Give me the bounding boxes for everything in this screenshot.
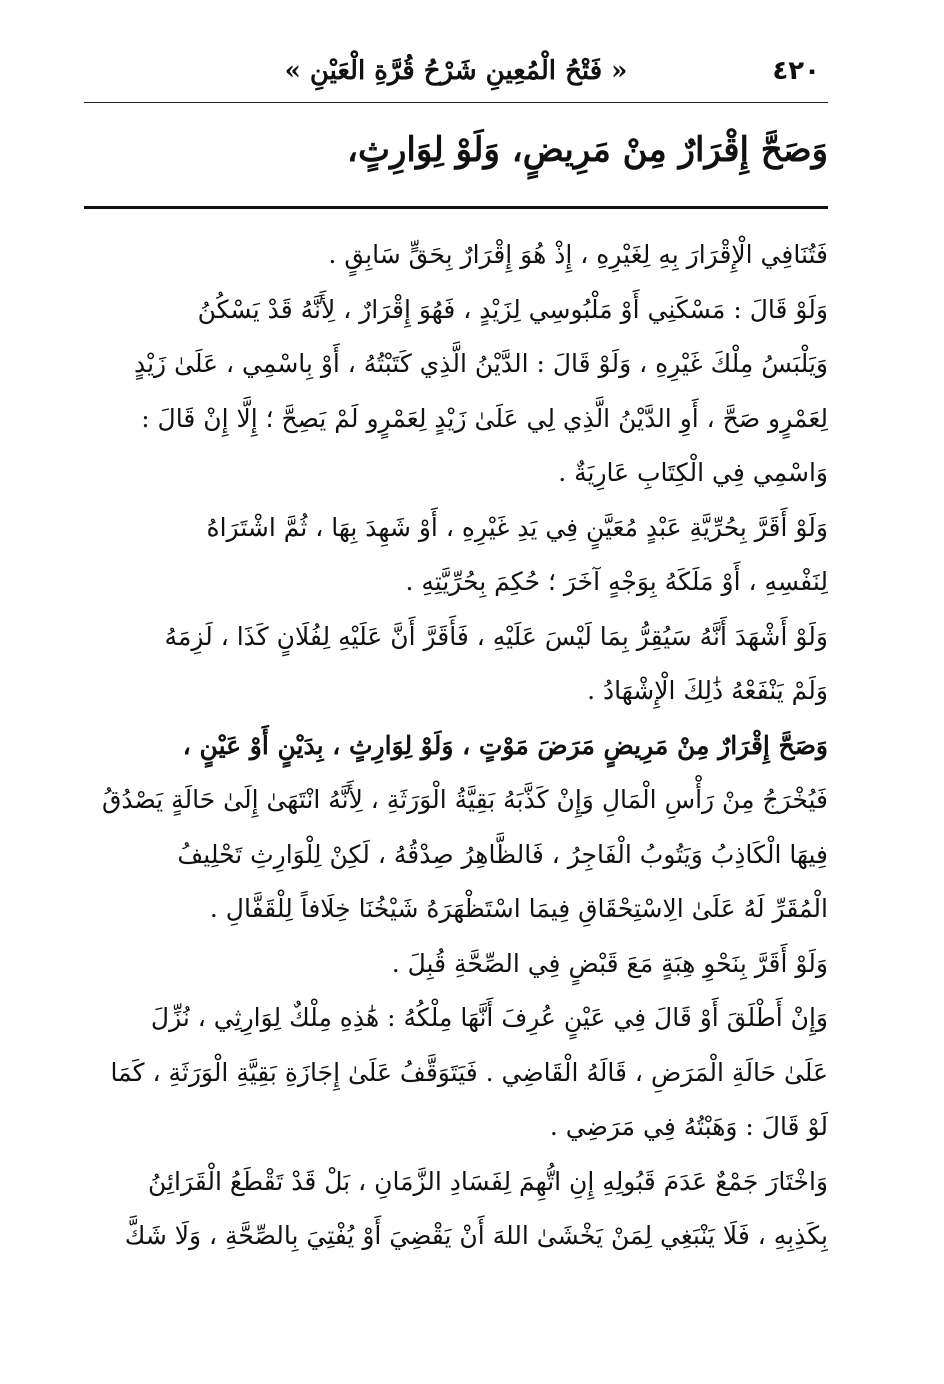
text-line: وَلَوْ قَالَ : مَسْكَنِي أَوْ مَلْبُوسِي لِزَيْدٍ ، فَهُوَ إِقْرَارٌ ، لِأَنَّهُ قَدْ يَسْكُنُ [197,294,828,324]
text-line: فِيهَا الْكَاذِبُ وَيَتُوبُ الْفَاجِرُ ، فَالظَّاهِرُ صِدْقُهُ ، لَكِنْ لِلْوَارِثِ تَحْلِيفُ [177,839,828,869]
matn-text: وَصَحَّ إِقْرَارٌ مِنْ مَرِيضٍ، وَلَوْ لِوَارِثٍ، [346,130,828,170]
running-title: « فَتْحُ الْمُعِينِ شَرْحُ قُرَّةِ الْعَيْنِ » [284,56,628,86]
matn-separator-rule [84,206,828,209]
text-line: فَيُخْرَجُ مِنْ رَأْسِ الْمَالِ وَإِنْ كَذَّبَهُ بَقِيَّةُ الْوَرَثَةِ ، لِأَنَّهُ انْتَهَىٰ إِلَىٰ حَالَةٍ يَصْدُقُ [101,785,828,814]
text-line: فَتُنَافِي الْإِقْرَارَ بِهِ لِغَيْرِهِ ، إِذْ هُوَ إِقْرَارٌ بِحَقٍّ سَابِقٍ . [328,240,828,269]
text-line: وَلَمْ يَنْفَعْهُ ذَٰلِكَ الْإِشْهَادُ . [587,676,828,705]
paragraph [84,1155,828,1264]
text-line: وَاخْتَارَ جَمْعٌ عَدَمَ قَبُولِهِ إِنِ اتُّهِمَ لِفَسَادِ الزَّمَانِ ، بَلْ قَدْ تَقْطَعُ الْقَرَائِنُ [147,1166,828,1196]
text-line: وَيَلْبَسُ مِلْكَ غَيْرِهِ ، وَلَوْ قَالَ : الدَّيْنُ الَّذِي كَتَبْتُهُ ، أَوْ بِاسْمِي ، عَلَىٰ زَيْدٍ [133,349,828,378]
text-line: وَاسْمِي فِي الْكِتَابِ عَارِيَةٌ . [558,458,828,487]
text-line: لَوْ قَالَ : وَهَبْتُهُ فِي مَرَضِي . [549,1112,828,1141]
text-line: وَإِنْ أَطْلَقَ أَوْ قَالَ فِي عَيْنٍ عُرِفَ أَنَّهَا مِلْكُهُ : هَٰذِهِ مِلْكٌ لِوَارِثِي ، نُزِّلَ [150,1003,828,1032]
paragraph [84,719,828,937]
text-line: الْمُقَرِّ لَهُ عَلَىٰ الِاسْتِحْقَاقِ فِيمَا اسْتَظْهَرَهُ شَيْخُنَا خِلَافاً لِلْقَفَّالِ . [209,894,828,923]
paragraph [84,610,828,719]
text-line: لِنَفْسِهِ ، أَوْ مَلَكَهُ بِوَجْهٍ آخَرَ ؛ حُكِمَ بِحُرِّيَّتِهِ . [405,567,828,596]
text-line: بِكَذِبِهِ ، فَلَا يَنْبَغِي لِمَنْ يَخْشَىٰ اللهَ أَنْ يَقْضِيَ أَوْ يُفْتِيَ بِالصِّحَّةِ ، وَلَا شَكَّ [124,1221,828,1250]
text-line: وَلَوْ أَقَرَّ بِحُرِّيَّةِ عَبْدٍ مُعَيَّنٍ فِي يَدِ غَيْرِهِ ، أَوْ شَهِدَ بِهَا ، ثُمَّ اشْتَرَاهُ [206,512,828,542]
text-line: وَلَوْ أَشْهَدَ أَنَّهُ سَيُقِرُّ بِمَا لَيْسَ عَلَيْهِ ، فَأَقَرَّ أَنَّ عَلَيْهِ لِفُلَانٍ كَذَا ، لَزِمَهُ [164,621,828,651]
commentary-body [84,228,828,1264]
text-line: وَلَوْ أَقَرَّ بِنَحْوِ هِبَةٍ مَعَ قَبْضٍ فِي الصِّحَّةِ قُبِلَ . [391,948,828,978]
page-number: ٤٢٠ [772,56,820,86]
header-rule [84,102,828,103]
paragraph [84,991,828,1155]
text-line: لِعَمْرٍو صَحَّ ، أَوِ الدَّيْنُ الَّذِي لِي عَلَىٰ زَيْدٍ لِعَمْرٍو لَمْ يَصِحَّ ؛ إِلَّا إِنْ قَالَ : [141,403,828,433]
paragraph [84,228,828,283]
page-header [84,52,828,98]
text-line: عَلَىٰ حَالَةِ الْمَرَضِ ، قَالَهُ الْقَاضِي . فَيَتَوَقَّفُ عَلَىٰ إِجَازَةِ بَقِيَّةِ الْوَرَثَةِ ، كَمَا [110,1057,828,1087]
paragraph [84,283,828,501]
text-line: وَصَحَّ إِقْرَارٌ مِنْ مَرِيضٍ مَرَضَ مَوْتٍ ، وَلَوْ لِوَارِثٍ ، بِدَيْنٍ أَوْ عَيْنٍ ، [182,730,828,760]
paragraph [84,501,828,610]
paragraph [84,937,828,992]
